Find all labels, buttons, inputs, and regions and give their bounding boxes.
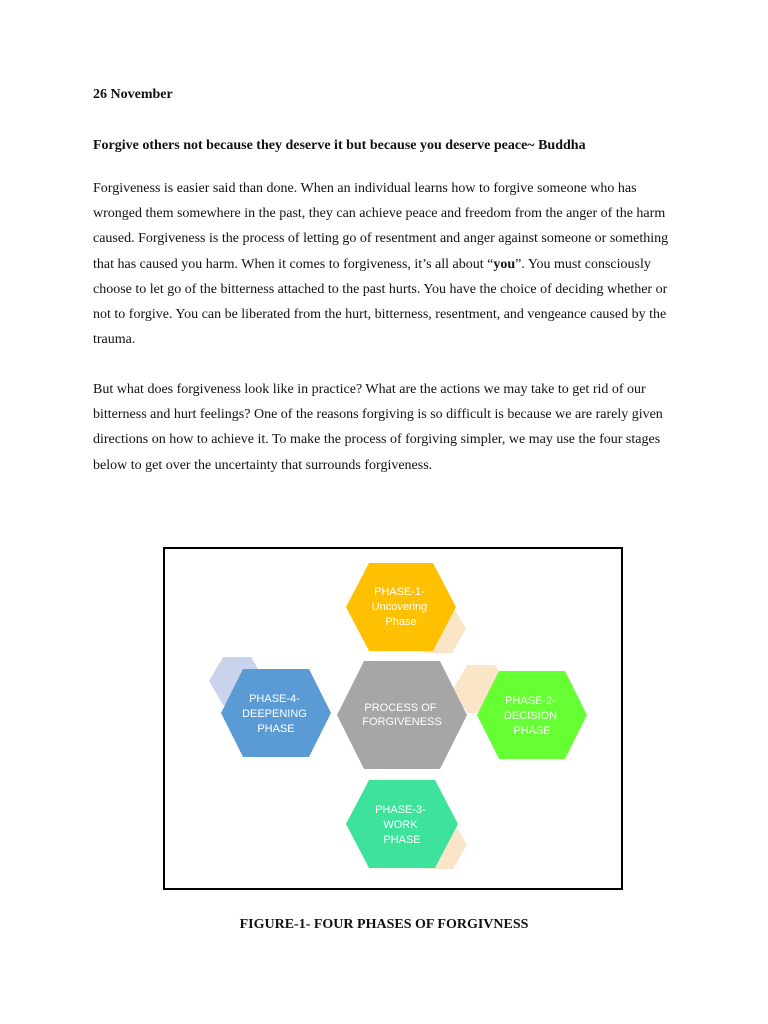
center-label-line-2: FORGIVENESS	[362, 716, 442, 728]
phase-2-line-1: PHASE-2-	[505, 695, 556, 707]
quote-heading: Forgive others not because they deserve it but because you deserve peace~ Buddha	[93, 138, 586, 153]
paragraph-1	[93, 176, 683, 352]
phase-3-line-3: PHASE	[383, 834, 421, 846]
paragraph-1-emphasis: you	[493, 256, 516, 272]
figure-frame	[163, 547, 623, 890]
phase-2-line-3: PHASE	[513, 725, 551, 737]
center-label-line-1: PROCESS OF	[364, 702, 437, 714]
forgiveness-diagram	[165, 549, 621, 888]
phase-4-line-3: PHASE	[257, 723, 295, 735]
phase-3-line-2: WORK	[383, 819, 418, 831]
paragraph-2: But what does forgiveness look like in practice? What are the actions we may take to get rid of our bitterness and hurt feelings? One of the reasons forgiving is so difficult is because we are rarely given directions on how to achieve it. To make the process of forgiving simpler, we may use the four stages below to get over the uncertainty that surrounds forgiveness.	[93, 382, 663, 473]
entry-date: 26 November	[93, 87, 173, 102]
phase-1-line-3: Phase	[385, 616, 417, 628]
phase-1-line-2: Uncovering	[371, 601, 428, 613]
figure-caption: FIGURE-1- FOUR PHASES OF FORGIVNESS	[239, 917, 529, 932]
phase-1-line-1: PHASE-1-	[374, 586, 425, 598]
paragraph-1-after: ”. You must consciously choose to let go of the bitterness attached to the past hurts. You have the choice of deciding whether or not to forgive. You can be liberated from the hurt, bitterness, resentment, and vengeance caused by the trauma.	[93, 256, 668, 348]
center-hexagon	[337, 661, 467, 769]
paragraph-1-before: Forgiveness is easier said than done. When an individual learns how to forgive someone who has wronged them somewhere in the past, they can achieve peace and freedom from the anger of the harm caused. Forgiveness is the process of letting go of resentment and anger against someone or something that has caused you harm. When it comes to forgiveness, it’s all about “	[93, 181, 669, 272]
phase-4-line-1: PHASE-4-	[249, 693, 300, 705]
phase-2-line-2: DECISION	[503, 710, 558, 722]
phase-3-line-1: PHASE-3-	[375, 804, 426, 816]
phase-4-line-2: DEEPENING	[242, 708, 307, 720]
